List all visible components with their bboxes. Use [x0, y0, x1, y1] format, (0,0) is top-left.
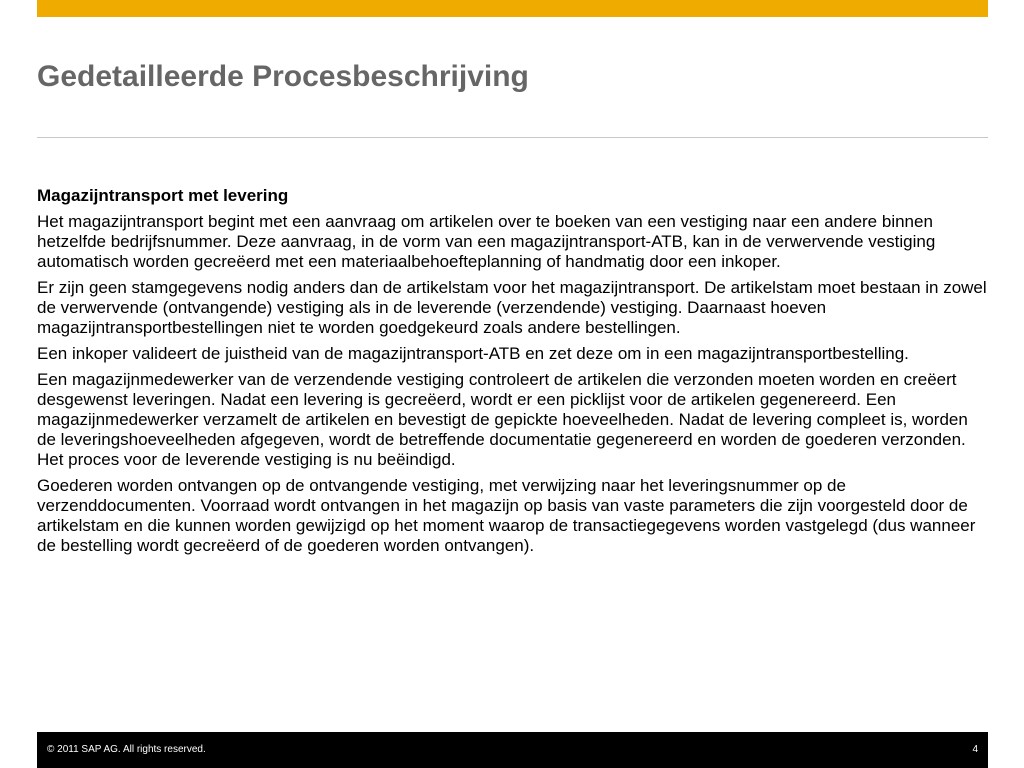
top-accent-bar	[37, 0, 988, 17]
copyright-notice: © 2011 SAP AG. All rights reserved.	[47, 744, 206, 755]
paragraph-3: Een inkoper valideert de juistheid van de magazijntransport-ATB en zet deze om in een magazijntransportbestelling.	[37, 344, 909, 363]
paragraph-5: Goederen worden ontvangen op de ontvangende vestiging, met verwijzing naar het leveringsnummer op de verzenddocumenten. Voorraad wordt ontvangen in het magazijn op basis van vaste parameters die zijn voorgesteld door de artikelstam en die kunnen worden gewijzigd op het moment waarop de transactiegegevens worden vastgelegd (dus wanneer de bestelling wordt gecreëerd of de goederen worden ontvangen).	[37, 476, 976, 555]
paragraph-1: Het magazijntransport begint met een aanvraag om artikelen over te boeken van een vestiging naar een andere binnen hetzelfde bedrijfsnummer. Deze aanvraag, in de vorm van een magazijntransport-ATB, kan in de verwervende vestiging automatisch worden gecreëerd met een materiaalbehoefteplanning of handmatig door een inkoper.	[37, 212, 936, 271]
page-number: 4	[972, 744, 978, 755]
paragraph-2: Er zijn geen stamgegevens nodig anders dan de artikelstam voor het magazijntransport. De artikelstam moet bestaan in zowel de verwervende (ontvangende) vestiging als in de leverende (verzendende) vestiging. Daarnaast hoeven magazijntransportbestellingen niet te worden goedgekeurd zoals andere bestellingen.	[37, 278, 987, 337]
slide-title: Gedetailleerde Procesbeschrijving	[37, 60, 529, 93]
section-heading: Magazijntransport met levering	[37, 186, 289, 205]
footer-bar	[37, 732, 988, 768]
title-divider	[37, 137, 988, 138]
slide-content	[37, 186, 988, 562]
paragraph-4: Een magazijnmedewerker van de verzendende vestiging controleert de artikelen die verzonden moeten worden en creëert desgewenst leveringen. Nadat een levering is gecreëerd, wordt er een picklijst voor de artikelen gegenereerd. Een magazijnmedewerker verzamelt de artikelen en bevestigt de gepickte hoeveelheden. Nadat de levering compleet is, worden de leveringshoeveelheden afgegeven, wordt de betreffende documentatie gegenereerd en worden de goederen verzonden. Het proces voor de leverende vestiging is nu beëindigd.	[37, 370, 968, 469]
